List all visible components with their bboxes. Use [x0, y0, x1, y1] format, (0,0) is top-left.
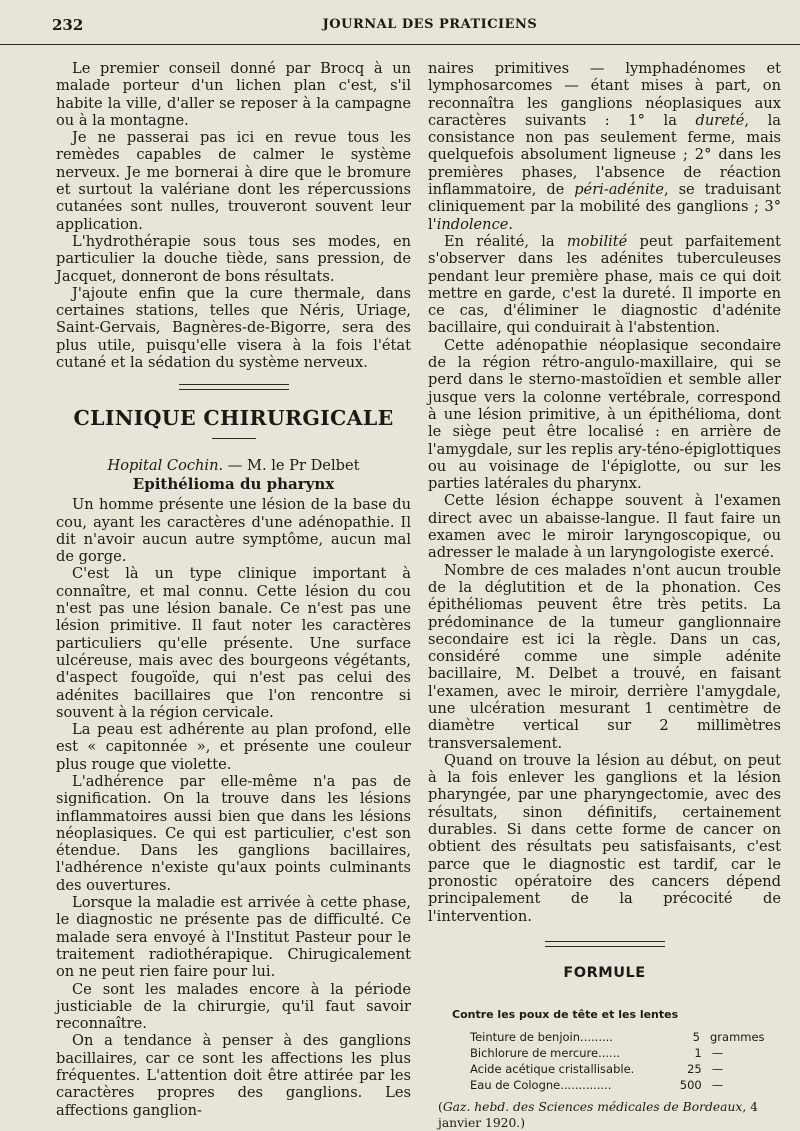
emphasis: indolence: [436, 215, 509, 233]
paragraph: J'ajoute enfin que la cure thermale, dans certaines stations, telles que Néris, Uriage, Saint-Gervais, Bagnères-de-Bigorre, sera des plus utile, puisqu'elle visera à la fois l'état cutané et la sédation du système nerveux.: [56, 284, 411, 372]
emphasis: dureté: [695, 111, 745, 129]
paragraph: L'adhérence par elle-même n'a pas de signification. On la trouve dans les lésions inflammatoires aussi bien que dans les lésions néoplasiques. Ce qui est particulier, c'est son étendue. Dans les ganglions bacillaires, l'adhérence n'existe qu'aux points culminants des ouvertures.: [56, 772, 411, 894]
paragraph: L'hydrothérapie sous tous ses modes, en particulier la douche tiède, sans pression, de Jacquet, donneront de bons résultats.: [56, 232, 411, 285]
section-divider: [545, 941, 665, 947]
paragraph: Cette lésion échappe souvent à l'examen direct avec un abaisse-langue. Il faut faire un examen avec le miroir laryngoscopique, ou adresser le malade à un laryngologiste exercé.: [428, 492, 781, 562]
paragraph: On a tendance à penser à des ganglions bacillaires, car ce sont les affections les plus fréquentes. L'attention doit être attirée par les caractères propres des ganglions. Les affections ganglion-: [56, 1032, 411, 1119]
text-run: peut parfaitement s'observer dans les adénites tuberculeuses pendant leur première phase, mais ce qui doit mettre en garde, c'est la dureté. Il importe en ce cas, d'éliminer le diagnostic d'adénite bacillaire, qui conduirait à l'abstention.: [428, 232, 781, 337]
paragraph: Quand on trouve la lésion au début, on peut à la fois enlever les ganglions et la lésion pharyngée, par une pharyngectomie, avec des résultats, sinon définitifs, certainement durables. Si dans cette forme de cancer on obtient des résultats peu satisfaisants, c'est parce que le diagnostic est tardif, car le pronostic opératoire des cancers dépend principalement de la précocité de l'intervention.: [428, 751, 781, 925]
paragraph: C'est là un type clinique important à connaître, et mal connu. Cette lésion du cou n'est pas une lésion banale. Ce n'est pas une lésion primitive. Il faut noter les caractères particuliers qu'elle présente. Une surface ulcéreuse, mais avec des bourgeons végétants, d'aspect fougoïde, qui n'est pas celui des adénites bacillaires que l'on rencontre si souvent à la région cervicale.: [56, 565, 411, 721]
title-underline: [212, 438, 256, 439]
ingredient-unit: —: [711, 1046, 724, 1061]
section-divider: [179, 384, 289, 390]
ingredient-quantity: 1: [694, 1046, 702, 1061]
formule-title: FORMULE: [563, 964, 646, 981]
text-run: , la consistance non pas seulement ferme, mais quelquefois absolument ligneuse ; 2° dans les premières phases, l'absence de réaction inflammatoire, de: [428, 111, 781, 199]
ingredient-unit: —: [711, 1078, 724, 1093]
paragraph: Lorsque la maladie est arrivée à cette phase, le diagnostic ne présente pas de difficulté. Ce malade sera envoyé à l'Institut Pasteur pour le traitement radiothérapique. Chirugicalement on ne peut rien faire pour lui.: [56, 894, 411, 981]
article-byline: [56, 457, 411, 474]
paragraph: [428, 233, 781, 337]
recipe-row: [470, 1061, 760, 1077]
text-run: .: [508, 215, 514, 233]
text-run: , 4 janvier 1920.): [438, 1100, 758, 1131]
article-body: [56, 496, 411, 1119]
ingredient-unit: grammes: [710, 1030, 765, 1045]
journal-title: JOURNAL DES PRATICIENS: [322, 17, 538, 32]
paragraph: La peau est adhérente au plan profond, elle est « capitonnée », et présente une couleur plus rouge que violette.: [56, 721, 411, 773]
paragraph: Je ne passerai pas ici en revue tous les remèdes capables de calmer le système nerveux. Je me bornerai à dire que le bromure et surtout la valériane dont les répercussions cutanées sont nulles, trouveront souvent leur application.: [56, 129, 411, 233]
paragraph: Le premier conseil donné par Brocq à un malade porteur d'un lichen plan c'est, s'il habite la ville, d'aller se reposer à la campagne ou à la montagne.: [56, 60, 411, 129]
ingredient-name: Bichlorure de mercure......: [470, 1046, 621, 1061]
ingredient-name: Teinture de benjoin.........: [470, 1030, 613, 1045]
section-title: CLINIQUE CHIRURGICALE: [73, 406, 394, 431]
emphasis: péri-adénite: [574, 181, 665, 199]
text-run: naires primitives — lymphadénomes et lymphosarcomes — étant mises à part, on reconnaîtra les ganglions néoplasiques aux caractères suivants : 1° la: [428, 60, 781, 129]
source-title: Gaz. hebd. des Sciences médicales de Bordeaux: [442, 1100, 743, 1115]
ingredient-name: Acide acétique cristallisable.: [470, 1062, 635, 1077]
recipe-row: [470, 1029, 765, 1045]
paragraph: Un homme présente une lésion de la base du cou, ayant les caractères d'une adénopathie. Il dit n'avoir aucun autre symptôme, aucun mal de gorge.: [56, 496, 411, 566]
paragraph: Nombre de ces malades n'ont aucun trouble de la déglutition et de la phonation. Ces épithéliomas peuvent être très petits. La prédominance de la tumeur ganglionnaire secondaire est ici la règle. Dans un cas, considéré comme une simple adénite bacillaire, M. Delbet a trouvé, en faisant l'examen, avec le miroir, derrière l'amygdale, une ulcération mesurant 1 centimètre de diamètre vertical sur 2 millimètres transversalement.: [428, 561, 781, 752]
text-run: En réalité, la: [444, 232, 567, 250]
text-run: (: [438, 1100, 443, 1115]
ingredient-quantity: 500: [679, 1078, 702, 1093]
hospital-name: Hopital Cochin.: [107, 456, 224, 474]
formule-subtitle: Contre les poux de tête et les lentes: [452, 1008, 679, 1022]
ingredient-quantity: 25: [687, 1062, 702, 1077]
paragraph: [428, 60, 781, 233]
recipe-row: [470, 1077, 760, 1093]
left-column: [56, 60, 411, 1119]
ingredient-quantity: 5: [692, 1030, 700, 1045]
recipe-list: [470, 1029, 781, 1093]
ingredient-name: Eau de Cologne..............: [470, 1078, 612, 1093]
paragraph: Cette adénopathie néoplasique secondaire de la région rétro-angulo-maxillaire, qui se perd dans le sterno-mastoïdien et semble aller jusque vers la colonne vertébrale, correspond à une lésion primitive, à un épithélioma, dont le siège peut être localisé : en arrière de l'amygdale, sur les replis ary-téno-épiglottiques ou au voisinage de l'épiglotte, ou sur les parties latérales du pharynx.: [428, 336, 781, 493]
recipe-row: [470, 1045, 760, 1061]
page-number: 232: [52, 16, 84, 34]
formule-source: [438, 1099, 781, 1131]
page-header: [0, 0, 800, 45]
right-column: [428, 60, 781, 1131]
surgeon-name: — M. le Pr Delbet: [223, 456, 360, 474]
paragraph: Ce sont les malades encore à la période justiciable de la chirurgie, qu'il faut savoir reconnaître.: [56, 980, 411, 1033]
article-title: Epithélioma du pharynx: [132, 474, 335, 493]
ingredient-unit: —: [711, 1062, 724, 1077]
emphasis: mobilité: [566, 232, 628, 250]
text-run: , se traduisant cliniquement par la mobilité des ganglions ; 3° l': [428, 181, 781, 233]
intro-paragraphs: [56, 60, 411, 371]
